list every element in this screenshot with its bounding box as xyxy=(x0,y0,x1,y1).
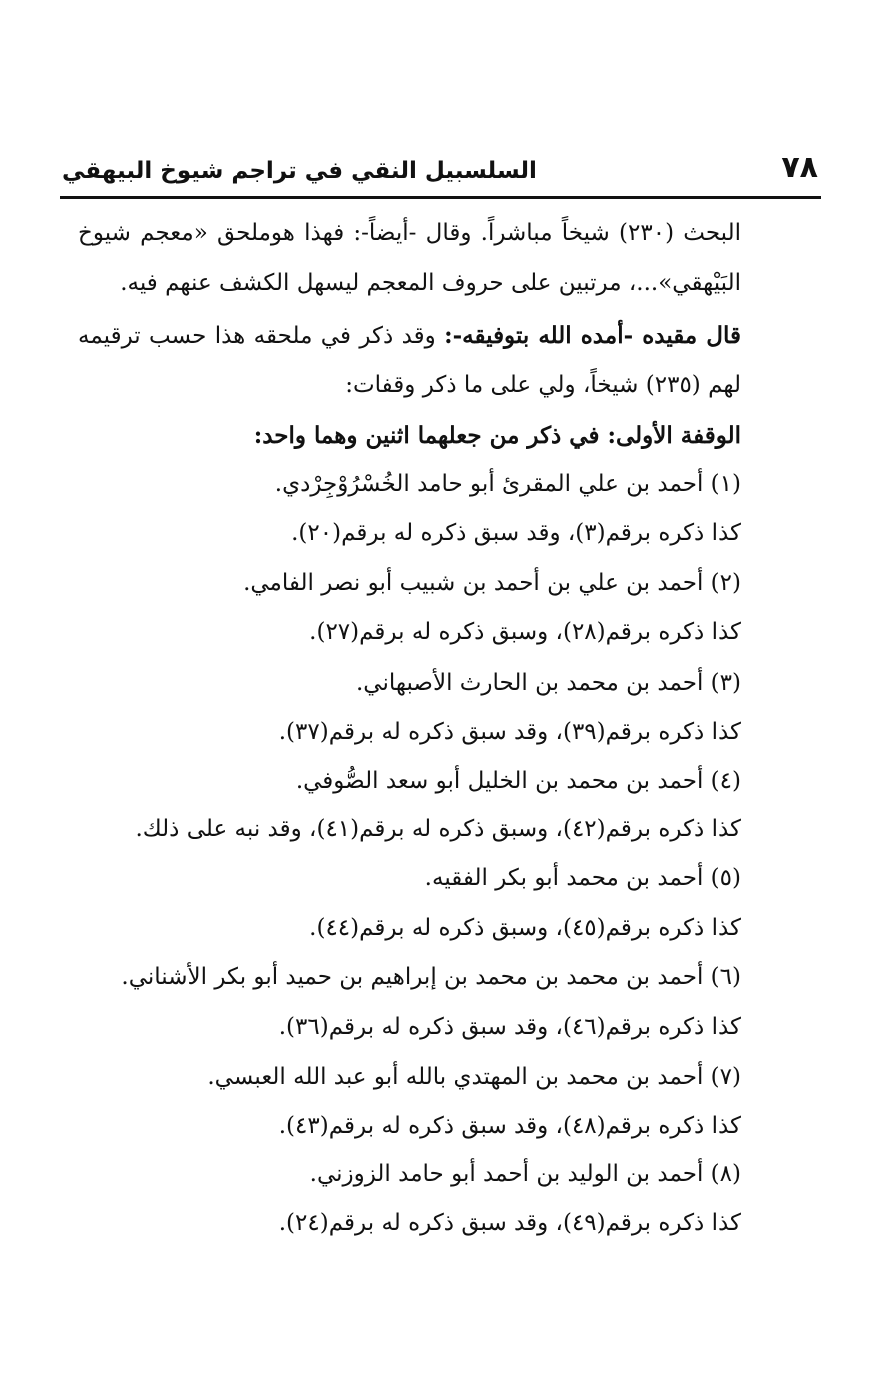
entry-note: كذا ذكره برقم(٣)، وقد سبق ذكره له برقم(٢٠). xyxy=(291,520,741,546)
entry-name: (١) أحمد بن علي المقرئ أبو حامد الخُسْرُوْجِرْدي. xyxy=(274,471,741,497)
paragraph-line: البحث (٢٣٠) شيخاً مباشراً. وقال -أيضاً-: فهذا هوملحق «معجم شيوخ xyxy=(78,220,741,246)
entry-name: (٢) أحمد بن علي بن أحمد بن شبيب أبو نصر الفامي. xyxy=(243,570,741,596)
section-heading: الوقفة الأولى: في ذكر من جعلهما اثنين وهما واحد: xyxy=(253,422,741,449)
entry-name: (٥) أحمد بن محمد أبو بكر الفقيه. xyxy=(424,865,741,891)
entry-note: كذا ذكره برقم(٣٩)، وقد سبق ذكره له برقم(٣٧). xyxy=(278,719,741,745)
entry-note: كذا ذكره برقم(٤٥)، وسبق ذكره له برقم(٤٤). xyxy=(309,915,741,941)
paragraph-line xyxy=(78,324,741,348)
entry-name: (٣) أحمد بن محمد بن الحارث الأصبهاني. xyxy=(356,670,741,696)
paragraph-line: البَيْهقي»...، مرتبين على حروف المعجم ليسهل الكشف عنهم فيه. xyxy=(120,270,741,296)
entry-name: (٧) أحمد بن محمد بن المهتدي بالله أبو عبد الله العبسي. xyxy=(207,1064,741,1090)
paragraph-line: لهم (٢٣٥) شيخاً، ولي على ما ذكر وقفات: xyxy=(345,372,741,398)
entry-note: كذا ذكره برقم(٤٢)، وسبق ذكره له برقم(٤١)، وقد نبه على ذلك. xyxy=(135,816,741,842)
entry-name: (٤) أحمد بن محمد بن الخليل أبو سعد الصُّوفي. xyxy=(295,768,741,794)
entry-name: (٦) أحمد بن محمد بن محمد بن إبراهيم بن حميد أبو بكر الأشناني. xyxy=(121,964,741,990)
page-number: ٧٨ xyxy=(781,150,818,185)
author-remark-text: وقد ذكر في ملحقه هذا حسب ترقيمه xyxy=(78,323,445,349)
author-remark-lead: قال مقيده -أمده الله بتوفيقه-: xyxy=(444,322,741,349)
running-title: السلسبيل النقي في تراجم شيوخ البيهقي xyxy=(62,158,537,184)
entry-name: (٨) أحمد بن الوليد بن أحمد أبو حامد الزوزني. xyxy=(309,1161,741,1187)
entry-note: كذا ذكره برقم(٤٨)، وقد سبق ذكره له برقم(٤٣). xyxy=(278,1113,741,1139)
entry-note: كذا ذكره برقم(٤٩)، وقد سبق ذكره له برقم(٢٤). xyxy=(278,1210,741,1236)
entry-note: كذا ذكره برقم(٢٨)، وسبق ذكره له برقم(٢٧). xyxy=(309,619,741,645)
entry-note: كذا ذكره برقم(٤٦)، وقد سبق ذكره له برقم(٣٦). xyxy=(278,1014,741,1040)
page-header xyxy=(62,146,818,196)
header-rule xyxy=(60,196,821,199)
